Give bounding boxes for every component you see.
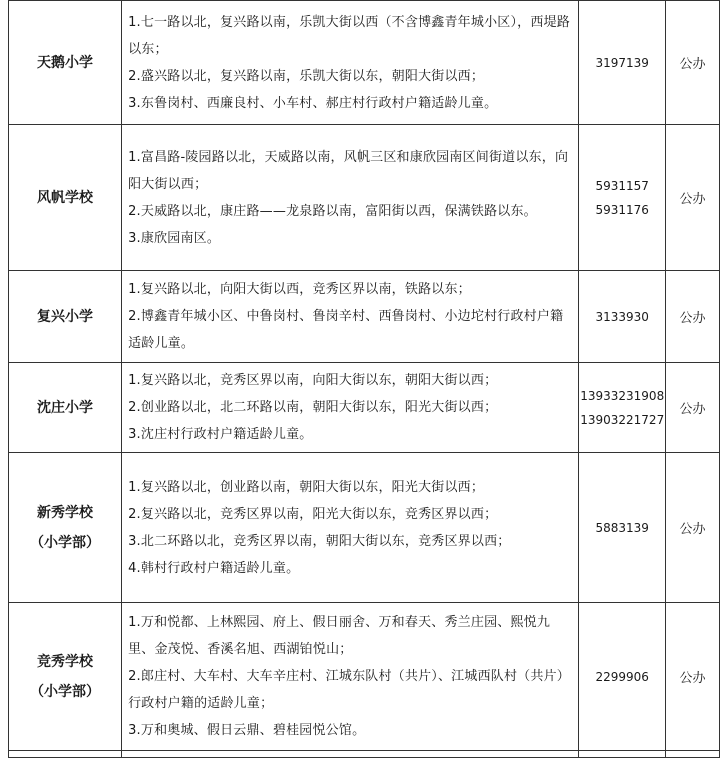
school-type: 公办 xyxy=(666,363,720,453)
phone-number: 5883139 xyxy=(579,453,666,603)
phone-number: 3197139 xyxy=(579,1,666,125)
school-name: 复兴小学 xyxy=(9,271,122,363)
school-type: 公办 xyxy=(666,603,720,751)
phone-number: 2299906 xyxy=(579,603,666,751)
school-name: 沈庄小学 xyxy=(9,363,122,453)
school-type: 公办 xyxy=(666,453,720,603)
table-row xyxy=(9,363,720,453)
school-district-table xyxy=(8,0,720,758)
school-name: 竞秀学校 （小学部） xyxy=(9,603,122,751)
school-name: 风帆学校 xyxy=(9,125,122,271)
phone-number: 3133930 xyxy=(579,271,666,363)
table-row xyxy=(9,125,720,271)
district-description: 1.复兴路以北，创业路以南，朝阳大街以东，阳光大街以西； 2.复兴路以北，竞秀区界以南，阳光大街以东，竞秀区界以西； 3.北二环路以北，竞秀区界以南，朝阳大街以东，竞秀区界以西； 4.韩村行政村户籍适龄儿童。 xyxy=(122,453,579,603)
table-row xyxy=(9,271,720,363)
table-row xyxy=(9,1,720,125)
district-description: 1.七一路以北，复兴路以南，乐凯大街以西（不含博鑫青年城小区），西堤路以东； 2.盛兴路以北，复兴路以南，乐凯大街以东，朝阳大街以西； 3.东鲁岗村、西廉良村、小车村、郝庄村行政村户籍适龄儿童。 xyxy=(122,1,579,125)
school-type: 公办 xyxy=(666,271,720,363)
school-type: 公办 xyxy=(666,1,720,125)
phone-number: 5931157 5931176 xyxy=(579,125,666,271)
school-type: 公办 xyxy=(666,125,720,271)
school-name: 新秀学校 （小学部） xyxy=(9,453,122,603)
school-name: 天鹅小学 xyxy=(9,1,122,125)
district-description: 1.富昌路-陵园路以北，天威路以南，风帆三区和康欣园南区间街道以东，向阳大街以西； 2.天威路以北，康庄路——龙泉路以南，富阳街以西，保满铁路以东。 3.康欣园南区。 xyxy=(122,125,579,271)
phone-number: 13933231908 13903221727 xyxy=(579,363,666,453)
district-description: 1.复兴路以北，竞秀区界以南，向阳大街以东，朝阳大街以西； 2.创业路以北，北二环路以南，朝阳大街以东，阳光大街以西； 3.沈庄村行政村户籍适龄儿童。 xyxy=(122,363,579,453)
district-description: 1.复兴路以北，向阳大街以西，竞秀区界以南，铁路以东； 2.博鑫青年城小区、中鲁岗村、鲁岗辛村、西鲁岗村、小边坨村行政村户籍适龄儿童。 xyxy=(122,271,579,363)
table-row-partial xyxy=(9,751,720,758)
table-row xyxy=(9,603,720,751)
table-row xyxy=(9,453,720,603)
district-description: 1.万和悦都、上林熙园、府上、假日丽舍、万和春天、秀兰庄园、熙悦九里、金茂悦、香溪名旭、西湖铂悦山； 2.郎庄村、大车村、大车辛庄村、江城东队村（共片）、江城西队村（共片）行政村户籍的适龄儿童； 3.万和奥城、假日云鼎、碧桂园悦公馆。 xyxy=(122,603,579,751)
